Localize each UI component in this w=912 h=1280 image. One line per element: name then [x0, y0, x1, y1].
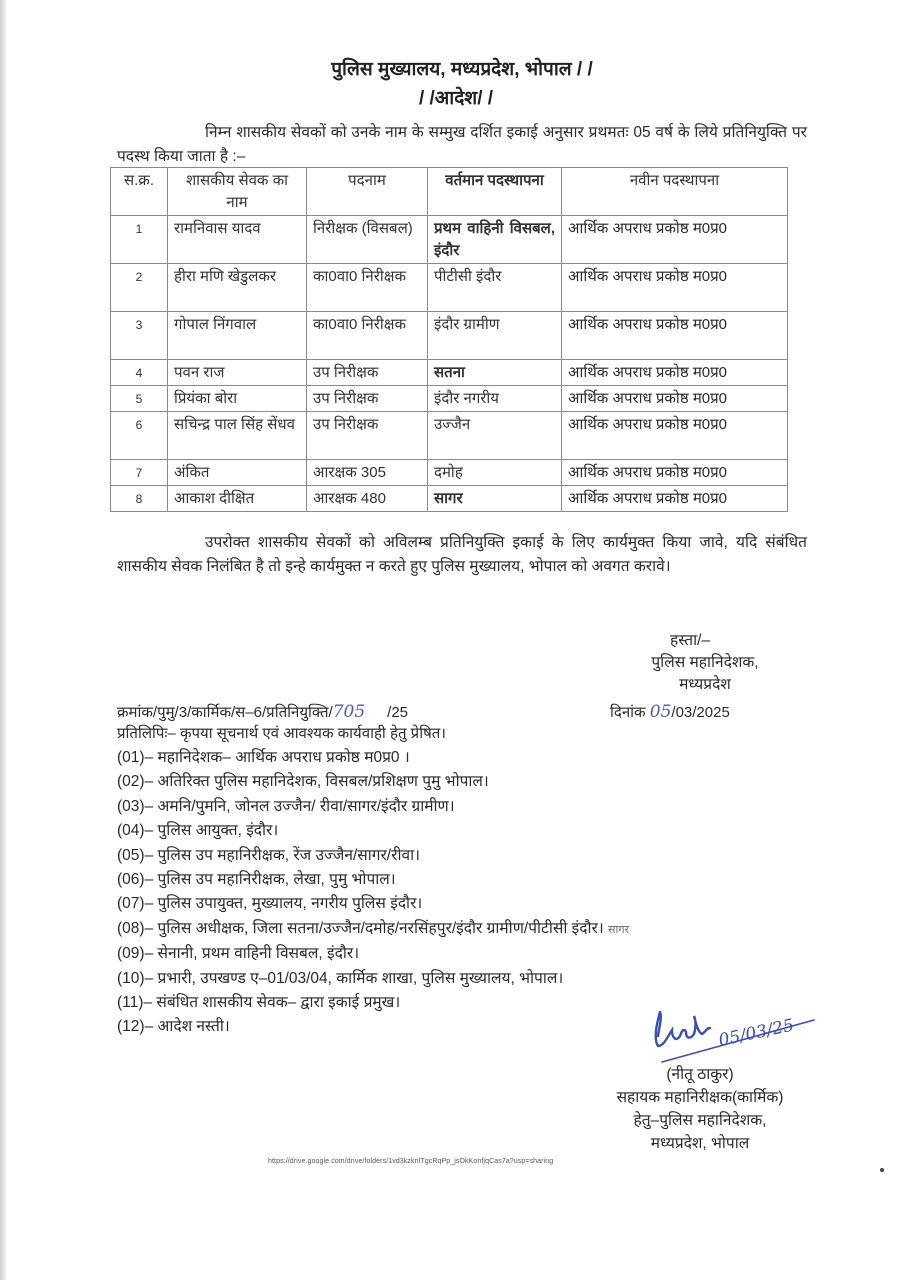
- cell-new-posting: आर्थिक अपराध प्रकोष्ठ म0प्र0: [562, 216, 788, 264]
- signatory-title: सहायक महानिरीक्षक(कार्मिक): [616, 1089, 784, 1106]
- list-item-text: महानिदेशक– आर्थिक अपराध प्रकोष्ठ म0प्र0 ।: [157, 749, 410, 766]
- cell-serial: 2: [111, 264, 168, 312]
- reference-number-line: [117, 701, 817, 724]
- copy-forwarded-line: प्रतिलिपिः– कृपया सूचनार्थ एवं आवश्यक कार्यवाही हेतु प्रेषित।: [117, 725, 446, 742]
- signatory-state: मध्यप्रदेश: [679, 676, 731, 693]
- table-row: [111, 486, 788, 512]
- list-item-number: (11)–: [117, 994, 153, 1012]
- cell-designation: उप निरीक्षक: [307, 360, 428, 386]
- cell-current-posting: उज्जैन: [428, 412, 562, 460]
- cell-serial: 7: [111, 460, 168, 486]
- list-item-number: (12)–: [117, 1018, 154, 1036]
- reference-prefix: क्रमांक/पुमु/3/कार्मिक/स–6/प्रतिनियुक्ति/: [117, 704, 333, 721]
- cell-designation: निरीक्षक (विसबल): [307, 216, 428, 264]
- cell-current-posting: सागर: [428, 486, 562, 512]
- cell-current-posting: दमोह: [428, 460, 562, 486]
- list-item-text: आदेश नस्ती।: [157, 1018, 230, 1036]
- col-header-designation: पदनाम: [307, 168, 428, 216]
- list-item-number: (10)–: [117, 969, 154, 987]
- signatory-designation: पुलिस महानिदेशक,: [651, 654, 759, 671]
- cell-designation: आरक्षक 480: [307, 486, 428, 512]
- table-row: [111, 216, 788, 264]
- cell-designation: उप निरीक्षक: [307, 386, 428, 412]
- cell-designation: आरक्षक 305: [307, 460, 428, 486]
- cell-new-posting: आर्थिक अपराध प्रकोष्ठ म0प्र0: [562, 386, 788, 412]
- list-item-text: पुलिस उपायुक्त, मुख्यालय, नगरीय पुलिस इंदौर।: [157, 895, 423, 913]
- list-item: [117, 892, 897, 916]
- handwritten-signature: [650, 1006, 820, 1066]
- table-row: [111, 360, 788, 386]
- cell-name: गोपाल निंगवाल: [168, 312, 307, 360]
- cell-current-posting: पीटीसी इंदौर: [428, 264, 562, 312]
- cell-new-posting: आर्थिक अपराध प्रकोष्ठ म0प्र0: [562, 264, 788, 312]
- cell-name: सचिन्द्र पाल सिंह सेंधव: [168, 412, 307, 460]
- list-item-text: सेनानी, प्रथम वाहिनी विसबल, इंदौर।: [157, 945, 360, 963]
- signature-date: 05/03/25: [716, 1015, 796, 1051]
- cell-designation: का0वा0 निरीक्षक: [307, 312, 428, 360]
- signatory-name: (नीतू ठाकुर): [666, 1066, 734, 1083]
- table-row: [111, 460, 788, 486]
- order-date: [610, 701, 730, 724]
- table-row: [111, 264, 788, 312]
- list-item-number: (04)–: [117, 822, 154, 840]
- list-item: [117, 942, 897, 966]
- list-item: [117, 819, 897, 843]
- list-item: [117, 917, 897, 942]
- list-item: [117, 844, 897, 868]
- relieving-instruction-paragraph: उपरोक्त शासकीय सेवकों को अविलम्ब प्रतिनियुक्ति इकाई के लिए कार्यमुक्त किया जावे, यदि संबंधित शासकीय सेवक निलंबित है तो इन्हे कार्यमुक्त न करते हुए पुलिस मुख्यालय, भोपाल को अवगत करावे।: [117, 534, 807, 575]
- cell-name: पवन राज: [168, 360, 307, 386]
- list-item-number: (05)–: [117, 846, 154, 864]
- list-item-text: अतिरिक्त पुलिस महानिदेशक, विसबल/प्रशिक्षण पुमु भोपाल।: [157, 773, 489, 791]
- cell-serial: 8: [111, 486, 168, 512]
- date-handwritten-day: 05: [649, 702, 672, 722]
- list-item-number: (01)–: [117, 749, 154, 766]
- signatory-place: मध्यप्रदेश, भोपाल: [650, 1135, 750, 1152]
- table-row: [111, 386, 788, 412]
- list-item-number: (02)–: [117, 773, 154, 791]
- table-row: [111, 312, 788, 360]
- cell-serial: 3: [111, 312, 168, 360]
- list-item-number: (07)–: [117, 895, 154, 913]
- aig-signatory-block: [575, 1063, 825, 1155]
- cell-current-posting: इंदौर ग्रामीण: [428, 312, 562, 360]
- cell-new-posting: आर्थिक अपराध प्रकोष्ठ म0प्र0: [562, 412, 788, 460]
- cell-serial: 5: [111, 386, 168, 412]
- cell-new-posting: आर्थिक अपराध प्रकोष्ठ म0प्र0: [562, 486, 788, 512]
- cell-current-posting: इंदौर नगरीय: [428, 386, 562, 412]
- list-item-text: प्रभारी, उपखण्ड ए–01/03/04, कार्मिक शाखा, पुलिस मुख्यालय, भोपाल।: [157, 969, 564, 987]
- list-item: [117, 746, 897, 770]
- cell-serial: 6: [111, 412, 168, 460]
- date-label: दिनांक: [610, 704, 646, 721]
- list-item-handwritten-addition: सागर: [608, 923, 630, 936]
- list-item-text: अमनि/पुमनि, जोनल उज्जैन/ रीवा/सागर/इंदौर ग्रामीण।: [157, 797, 455, 815]
- col-header-new-posting: नवीन पदस्थापना: [562, 168, 788, 216]
- col-header-current-posting: वर्तमान पदस्थापना: [428, 168, 562, 216]
- col-header-name: शासकीय सेवक का नाम: [168, 168, 307, 216]
- cell-name: प्रियंका बोरा: [168, 386, 307, 412]
- table-header-row: [111, 168, 788, 216]
- signed-label: हस्ता/–: [669, 632, 711, 649]
- list-item-number: (03)–: [117, 797, 154, 815]
- list-item-text: पुलिस अधीक्षक, जिला सतना/उज्जैन/दमोह/नरसिंहपुर/इंदौर ग्रामीण/पीटीसी इंदौर।: [157, 919, 604, 937]
- cell-current-posting: सतना: [428, 360, 562, 386]
- list-item: [117, 795, 897, 819]
- cell-current-posting: प्रथम वाहिनी विसबल, इंदौर: [428, 216, 562, 264]
- cell-new-posting: आर्थिक अपराध प्रकोष्ठ म0प्र0: [562, 460, 788, 486]
- document-header-title: पुलिस मुख्यालय, मध्यप्रदेश, भोपाल / /: [331, 59, 593, 80]
- reference-handwritten-number: 705: [332, 702, 366, 722]
- list-item: [117, 770, 897, 794]
- intro-paragraph: निम्न शासकीय सेवकों को उनके नाम के सम्मुख दर्शित इकाई अनुसार प्रथमतः 05 वर्ष के लिये प्रतिनियुक्ति पर पदस्थ किया जाता है :–: [117, 124, 807, 165]
- list-item-text: पुलिस आयुक्त, इंदौर।: [157, 822, 279, 840]
- list-item-number: (09)–: [117, 945, 154, 963]
- document-header-subtitle: / /आदेश/ /: [418, 88, 494, 109]
- cell-name: अंकित: [168, 460, 307, 486]
- list-item-number: (06)–: [117, 871, 154, 889]
- signatory-for: हेतु–पुलिस महानिदेशक,: [633, 1112, 767, 1129]
- list-item: [117, 967, 897, 991]
- reference-suffix: /25: [387, 704, 409, 721]
- cell-name: आकाश दीक्षित: [168, 486, 307, 512]
- stray-mark: [880, 1168, 884, 1172]
- dgp-signatory-block: [600, 630, 810, 696]
- cell-name: हीरा मणि खेडुलकर: [168, 264, 307, 312]
- list-item-text: संबंधित शासकीय सेवक– द्वारा इकाई प्रमुख।: [156, 994, 401, 1012]
- list-item-text: पुलिस उप महानिरीक्षक, रेंज उज्जैन/सागर/रीवा।: [157, 846, 420, 864]
- list-item-text: पुलिस उप महानिरीक्षक, लेखा, पुमु भोपाल।: [157, 871, 396, 889]
- copy-recipients-list: [117, 746, 897, 1040]
- footer-link-text: https://drive.google.com/drive/folders/1vd3kzkrilTgcRqPp_jsOkKonfjqCas7a?usp=sharing: [268, 1158, 554, 1165]
- cell-designation: उप निरीक्षक: [307, 412, 428, 460]
- list-item-number: (08)–: [117, 919, 154, 937]
- cell-new-posting: आर्थिक अपराध प्रकोष्ठ म0प्र0: [562, 312, 788, 360]
- cell-serial: 1: [111, 216, 168, 264]
- cell-name: रामनिवास यादव: [168, 216, 307, 264]
- cell-serial: 4: [111, 360, 168, 386]
- table-row: [111, 412, 788, 460]
- deputation-table: [110, 167, 788, 512]
- cell-designation: का0वा0 निरीक्षक: [307, 264, 428, 312]
- cell-new-posting: आर्थिक अपराध प्रकोष्ठ म0प्र0: [562, 360, 788, 386]
- list-item: [117, 868, 897, 892]
- signature-scribble-icon: [650, 1006, 820, 1066]
- col-header-serial: स.क्र.: [111, 168, 168, 216]
- date-rest: /03/2025: [671, 704, 730, 721]
